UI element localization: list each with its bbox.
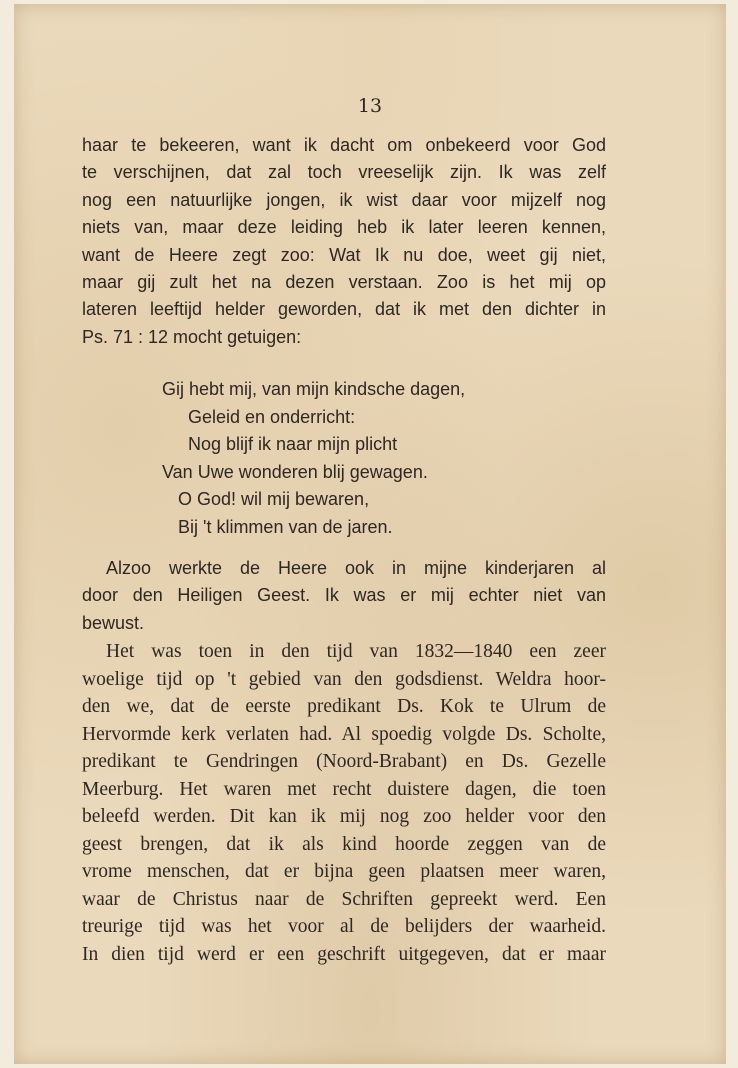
poem-line: Bij 't klimmen van de jaren. [178, 516, 393, 537]
text-line: beleefd werden. Dit kan ik mij nog zoo helder voor den [82, 806, 606, 827]
text-line: lateren leeftijd helder geworden, dat ik met den dichter in [82, 299, 606, 320]
text-line: In dien tijd werd er een geschrift uitgegeven, dat er maar [82, 943, 606, 965]
poem-line: Van Uwe wonderen blij gewagen. [162, 461, 428, 482]
text-line: door den Heiligen Geest. Ik was er mij echter niet van [82, 585, 606, 606]
text-line: Ps. 71 : 12 mocht getuigen: [82, 326, 302, 347]
text-line: niets van, maar deze leiding heb ik later leeren kennen, [82, 217, 606, 238]
text-line: den we, dat de eerste predikant Ds. Kok te Ulrum de [82, 696, 606, 717]
text-line: nog een natuurlijke jongen, ik wist daar voor mijzelf nog [82, 189, 606, 210]
text-line: haar te bekeeren, want ik dacht om onbekeerd voor God [82, 135, 606, 155]
paragraph-1 [82, 132, 606, 351]
text-line: vrome menschen, dat er bijna geen plaatsen meer waren, [82, 861, 606, 882]
text-line: maar gij zult het na dezen verstaan. Zoo is het mij op [82, 271, 606, 292]
text-line: want de Heere zegt zoo: Wat Ik nu doe, weet gij niet, [82, 244, 606, 265]
poem-line: O God! wil mij bewaren, [178, 489, 370, 509]
poem-line: Geleid en onderricht: [188, 406, 356, 427]
text-line: waar de Christus naar de Schriften gepreekt werd. Een [82, 888, 606, 910]
book-page [14, 4, 726, 1064]
poem-line: Nog blijf ik naar mijn plicht [188, 434, 398, 454]
paragraph-3 [82, 638, 606, 968]
text-line: Alzoo werkte de Heere ook in mijne kinderjaren al [106, 558, 606, 578]
text-line: Het was toen in den tijd van 1832—1840 een zeer [106, 641, 606, 662]
text-line: geest brengen, dat ik als kind hoorde zeggen van de [82, 833, 606, 855]
text-line: Meerburg. Het waren met recht duistere dagen, die toen [82, 778, 606, 800]
paragraph-2 [82, 555, 606, 637]
poem-stanza [162, 376, 465, 541]
text-line: Hervormde kerk verlaten had. Al spoedig volgde Ds. Scholte, [82, 723, 606, 745]
text-line: treurige tijd was het voor al de belijders der waarheid. [82, 916, 606, 937]
text-line: woelige tijd op 't gebied van den godsdienst. Weldra hoor- [82, 668, 606, 690]
text-line: predikant te Gendringen (Noord-Brabant) en Ds. Gezelle [82, 751, 606, 772]
poem-line: Gij hebt mij, van mijn kindsche dagen, [162, 379, 466, 399]
page-number: 13 [357, 95, 383, 117]
text-line: bewust. [82, 612, 145, 633]
text-line: te verschijnen, dat zal toch vreeselijk zijn. Ik was zelf [82, 162, 606, 183]
